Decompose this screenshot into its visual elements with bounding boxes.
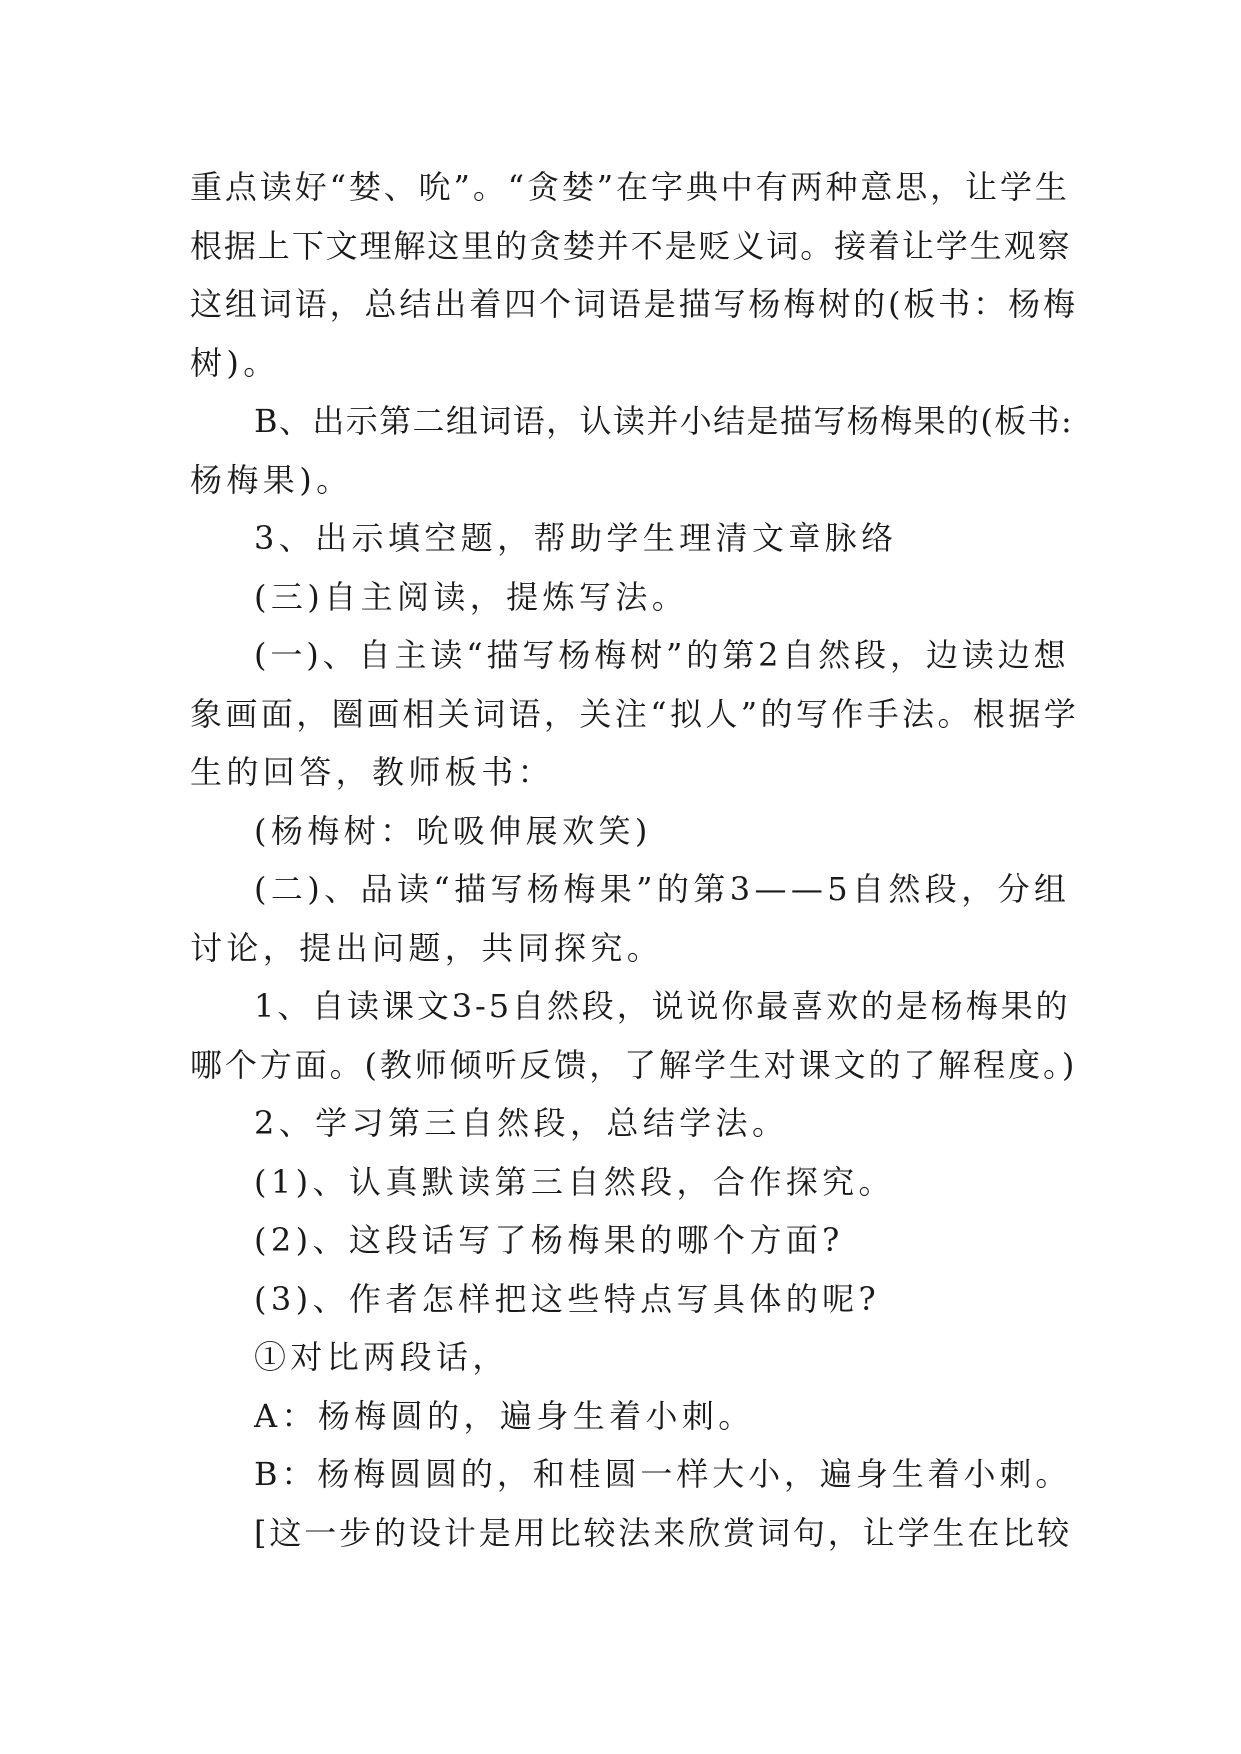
text-line: B：杨梅圆圆的，和桂圆一样大小，遍身生着小刺。 [254, 1455, 1072, 1493]
text-line: B、出示第二组词语，认读并小结是描写杨梅果的(板书: [254, 402, 1074, 440]
text-line: 1、自读课文3-5自然段，说说你最喜欢的是杨梅果的 [254, 987, 1071, 1025]
text-line: (二)、品读“描写杨梅果”的第3——5自然段，分组 [254, 870, 1071, 908]
text-line: (一)、自主读“描写杨梅树”的第2自然段，边读边想 [254, 636, 1070, 674]
text-line: 杨梅果)。 [190, 460, 353, 499]
text-line: (1)、认真默读第三自然段，合作探究。 [254, 1162, 895, 1201]
text-line: 讨论，提出问题，共同探究。 [190, 928, 664, 967]
text-line: 3、出示填空题，帮助学生理清文章脉络 [254, 519, 898, 557]
document-body [190, 158, 1080, 1562]
text-line: (杨梅树：吮吸伸展欢笑) [254, 811, 652, 850]
text-line: [这一步的设计是用比较法来欣赏词句，让学生在比较 [254, 1513, 1073, 1552]
text-line: 树)。 [190, 343, 280, 382]
text-line: (三)自主阅读，提炼写法。 [254, 577, 689, 616]
text-line: 这组词语，总结出着四个词语是描写杨梅树的(板书：杨梅 [190, 285, 1078, 323]
text-line: A：杨梅圆的，遍身生着小刺。 [254, 1396, 755, 1435]
text-line: 生的回答，教师板书： [190, 753, 555, 791]
text-line: (2)、这段话写了杨梅果的哪个方面? [254, 1221, 844, 1259]
text-line: ①对比两段话， [254, 1338, 509, 1376]
text-line: (3)、作者怎样把这些特点写具体的呢? [254, 1279, 881, 1318]
text-line: 象画面，圈画相关词语，关注“拟人”的写作手法。根据学 [190, 694, 1080, 733]
text-line: 重点读好“婪、吮”。“贪婪”在字典中有两种意思，让学生 [190, 168, 1070, 206]
text-line: 根据上下文理解这里的贪婪并不是贬义词。接着让学生观察 [190, 226, 1072, 265]
text-line: 2、学习第三自然段，总结学法。 [254, 1104, 789, 1142]
text-line: 哪个方面。(教师倾听反馈，了解学生对课文的了解程度。) [190, 1045, 1078, 1084]
